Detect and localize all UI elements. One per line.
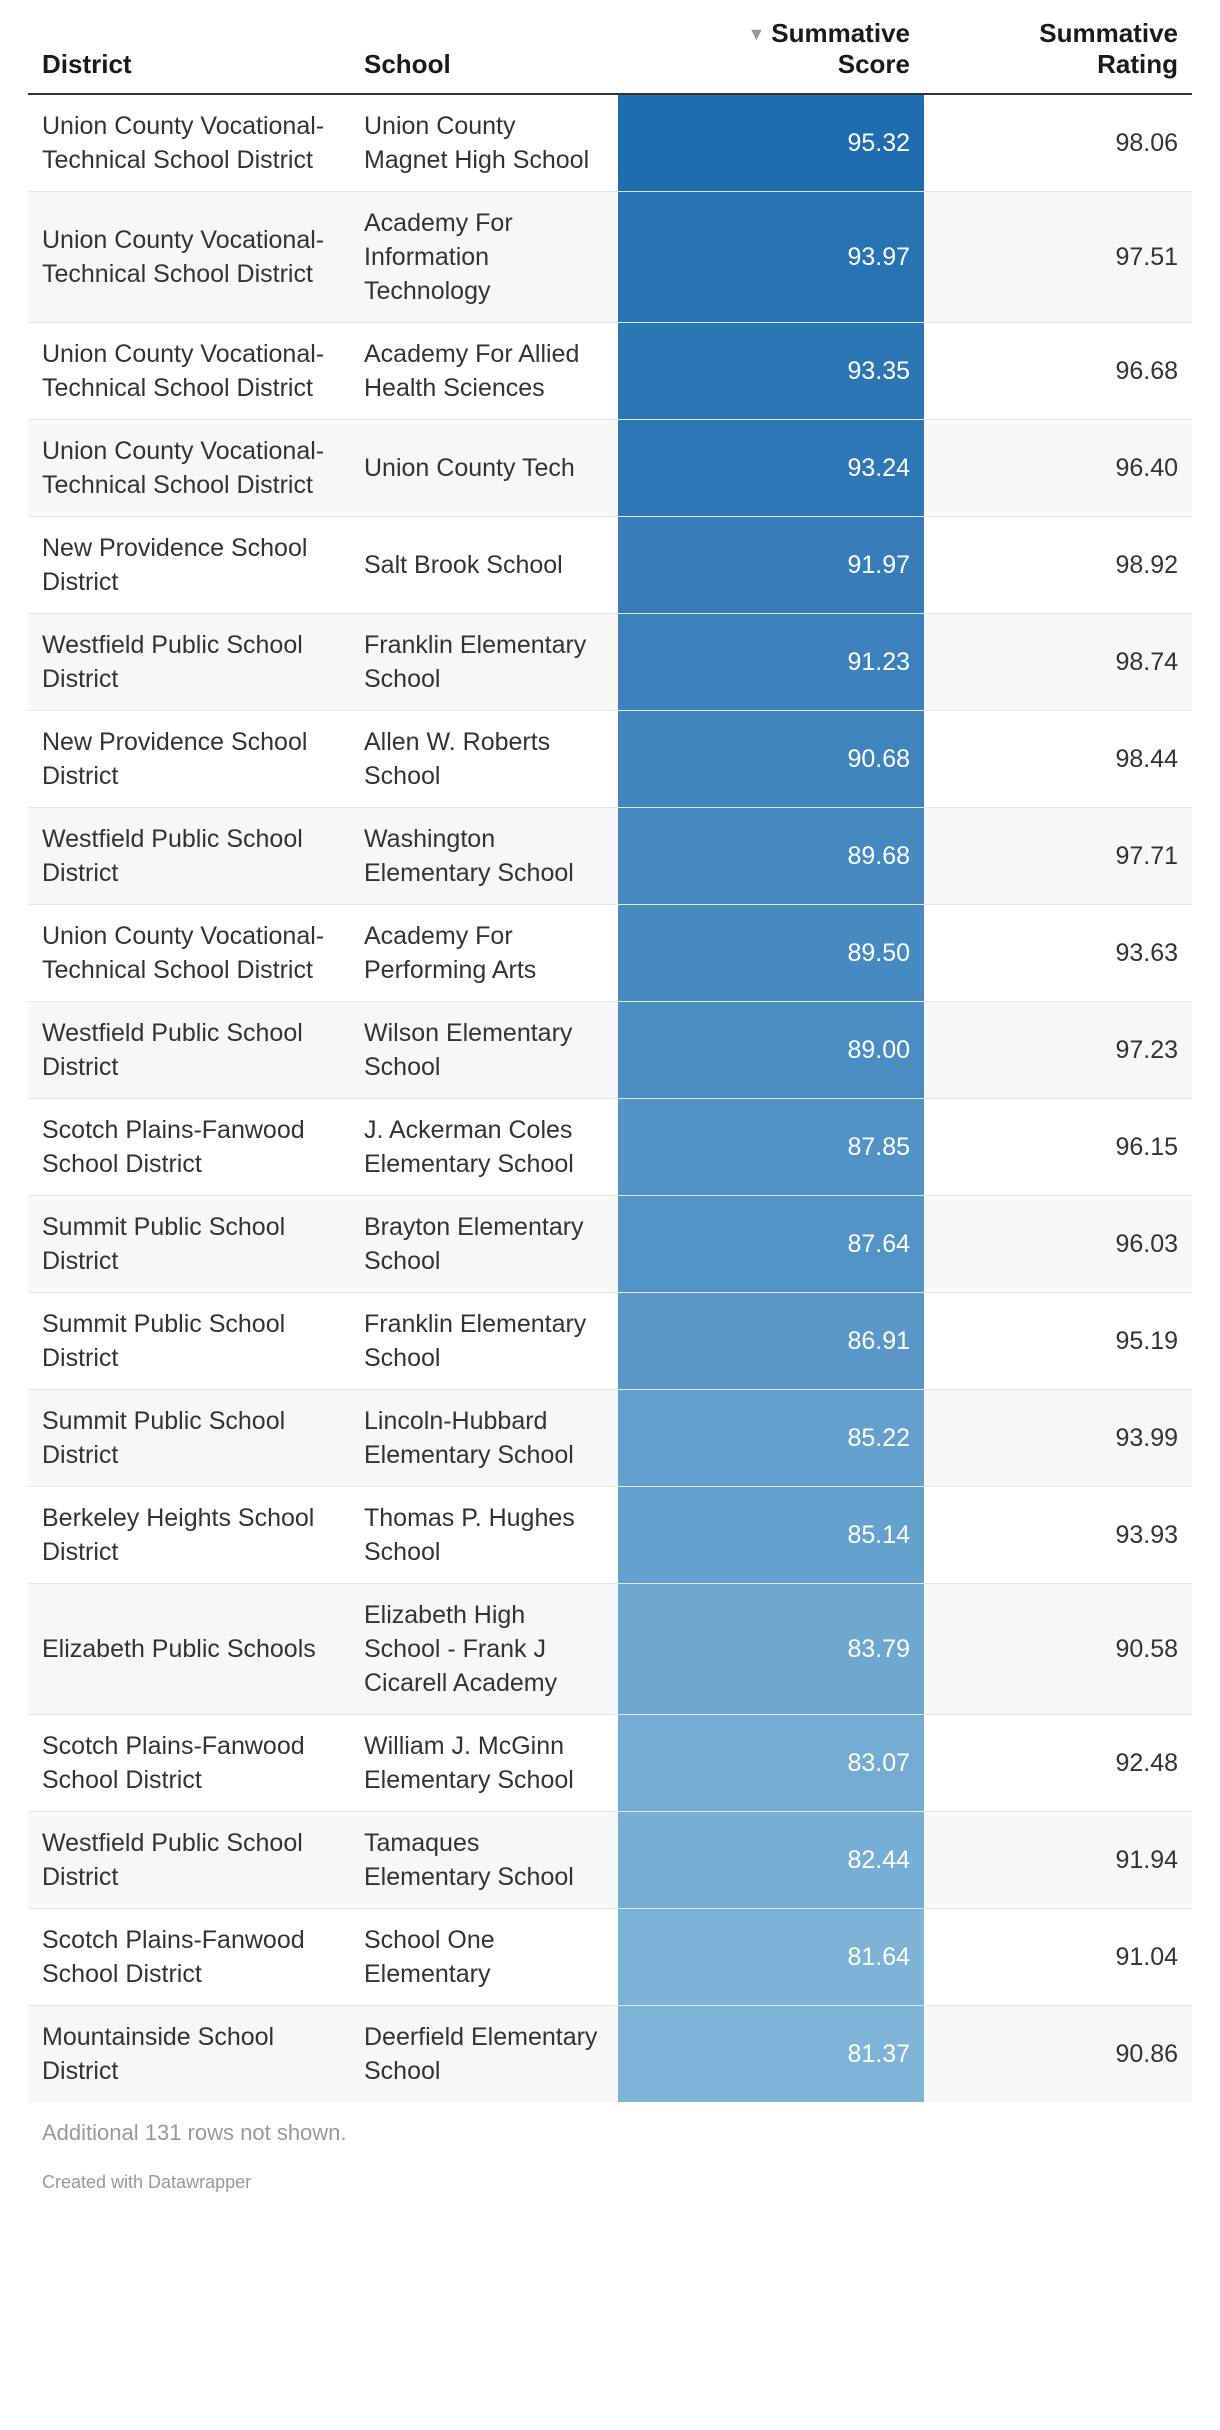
cell-school: Thomas P. Hughes School [350,1487,618,1584]
table-row [28,1390,1192,1487]
table-row [28,808,1192,905]
cell-summative-rating: 93.63 [924,905,1192,1002]
cell-summative-rating: 93.93 [924,1487,1192,1584]
cell-district: Scotch Plains-Fanwood School District [28,1099,350,1196]
cell-summative-rating: 98.44 [924,711,1192,808]
column-header-school[interactable] [350,18,618,94]
cell-district: New Providence School District [28,517,350,614]
cell-school: Brayton Elementary School [350,1196,618,1293]
cell-summative-rating: 92.48 [924,1715,1192,1812]
cell-school: Academy For Information Technology [350,192,618,323]
cell-summative-score: 87.64 [618,1196,924,1293]
cell-summative-rating: 96.40 [924,420,1192,517]
table-row [28,1909,1192,2006]
cell-summative-score: 93.97 [618,192,924,323]
cell-summative-score: 93.35 [618,323,924,420]
column-header-summative-score-label-line2: Score [837,48,910,79]
cell-summative-score: 81.37 [618,2006,924,2103]
cell-summative-rating: 91.94 [924,1812,1192,1909]
table-head [28,18,1192,94]
cell-summative-score: 86.91 [618,1293,924,1390]
table-row [28,614,1192,711]
cell-school: Union County Tech [350,420,618,517]
cell-school: Wilson Elementary School [350,1002,618,1099]
cell-district: Westfield Public School District [28,1812,350,1909]
cell-summative-rating: 95.19 [924,1293,1192,1390]
cell-summative-rating: 91.04 [924,1909,1192,2006]
table-row [28,420,1192,517]
cell-school: Washington Elementary School [350,808,618,905]
cell-school: Allen W. Roberts School [350,711,618,808]
table-row [28,1099,1192,1196]
cell-district: Mountainside School District [28,2006,350,2103]
cell-district: Westfield Public School District [28,614,350,711]
table-row [28,2006,1192,2103]
cell-district: Scotch Plains-Fanwood School District [28,1715,350,1812]
cell-summative-rating: 97.51 [924,192,1192,323]
cell-summative-score: 89.00 [618,1002,924,1099]
datawrapper-credit[interactable]: Created with Datawrapper [42,2172,252,2193]
column-header-school-label: School [364,48,451,79]
cell-district: Union County Vocational-Technical School District [28,323,350,420]
cell-district: Union County Vocational-Technical School District [28,94,350,192]
cell-school: Salt Brook School [350,517,618,614]
cell-summative-rating: 96.15 [924,1099,1192,1196]
cell-summative-score: 82.44 [618,1812,924,1909]
cell-summative-score: 91.97 [618,517,924,614]
cell-summative-score: 85.22 [618,1390,924,1487]
cell-summative-score: 95.32 [618,94,924,192]
cell-summative-score: 87.85 [618,1099,924,1196]
cell-district: Summit Public School District [28,1293,350,1390]
cell-summative-rating: 93.99 [924,1390,1192,1487]
cell-summative-score: 85.14 [618,1487,924,1584]
table-row [28,1293,1192,1390]
column-header-summative-rating-label-line2: Rating [1097,48,1178,79]
cell-summative-rating: 98.06 [924,94,1192,192]
cell-district: Berkeley Heights School District [28,1487,350,1584]
cell-school: Franklin Elementary School [350,614,618,711]
cell-district: Scotch Plains-Fanwood School District [28,1909,350,2006]
table-row [28,1002,1192,1099]
cell-summative-rating: 96.68 [924,323,1192,420]
table-row [28,1196,1192,1293]
column-header-summative-score-label-line1: Summative [771,18,910,48]
cell-summative-rating: 90.86 [924,2006,1192,2103]
table-row [28,1812,1192,1909]
table-row [28,905,1192,1002]
table-row [28,1584,1192,1715]
table-row [28,1487,1192,1584]
cell-school: Union County Magnet High School [350,94,618,192]
column-header-summative-score[interactable] [618,18,924,94]
cell-district: Union County Vocational-Technical School District [28,420,350,517]
column-header-summative-rating[interactable] [924,18,1192,94]
cell-school: Elizabeth High School - Frank J Cicarell Academy [350,1584,618,1715]
cell-school: Deerfield Elementary School [350,2006,618,2103]
cell-district: Summit Public School District [28,1390,350,1487]
cell-school: Franklin Elementary School [350,1293,618,1390]
cell-summative-score: 93.24 [618,420,924,517]
cell-summative-score: 89.50 [618,905,924,1002]
cell-summative-rating: 97.23 [924,1002,1192,1099]
cell-school: J. Ackerman Coles Elementary School [350,1099,618,1196]
cell-summative-rating: 98.92 [924,517,1192,614]
cell-summative-rating: 97.71 [924,808,1192,905]
cell-summative-score: 81.64 [618,1909,924,2006]
cell-district: Summit Public School District [28,1196,350,1293]
table-row [28,517,1192,614]
cell-district: Westfield Public School District [28,1002,350,1099]
top-spacer [28,0,1192,18]
cell-summative-score: 83.79 [618,1584,924,1715]
cell-summative-score: 90.68 [618,711,924,808]
cell-school: Lincoln-Hubbard Elementary School [350,1390,618,1487]
cell-school: School One Elementary [350,1909,618,2006]
cell-district: Elizabeth Public Schools [28,1584,350,1715]
cell-district: Union County Vocational-Technical School District [28,905,350,1002]
table-body [28,94,1192,2102]
cell-school: Academy For Allied Health Sciences [350,323,618,420]
cell-school: Academy For Performing Arts [350,905,618,1002]
cell-summative-score: 89.68 [618,808,924,905]
cell-district: New Providence School District [28,711,350,808]
table-row [28,711,1192,808]
cell-summative-score: 83.07 [618,1715,924,1812]
column-header-district-label: District [42,48,132,79]
table-row [28,323,1192,420]
data-table [28,18,1192,2102]
cell-summative-rating: 98.74 [924,614,1192,711]
table-row [28,94,1192,192]
column-header-district[interactable] [28,18,350,94]
header-row [28,18,1192,94]
cell-summative-rating: 90.58 [924,1584,1192,1715]
cell-district: Westfield Public School District [28,808,350,905]
cell-summative-score: 91.23 [618,614,924,711]
table-row [28,1715,1192,1812]
column-header-summative-rating-label-line1: Summative [1039,18,1178,48]
cell-district: Union County Vocational-Technical School District [28,192,350,323]
cell-school: William J. McGinn Elementary School [350,1715,618,1812]
cell-school: Tamaques Elementary School [350,1812,618,1909]
sort-descending-icon: ▼ [747,24,766,44]
cell-summative-rating: 96.03 [924,1196,1192,1293]
rows-not-shown-note: Additional 131 rows not shown. [42,2120,347,2146]
table-row [28,192,1192,323]
